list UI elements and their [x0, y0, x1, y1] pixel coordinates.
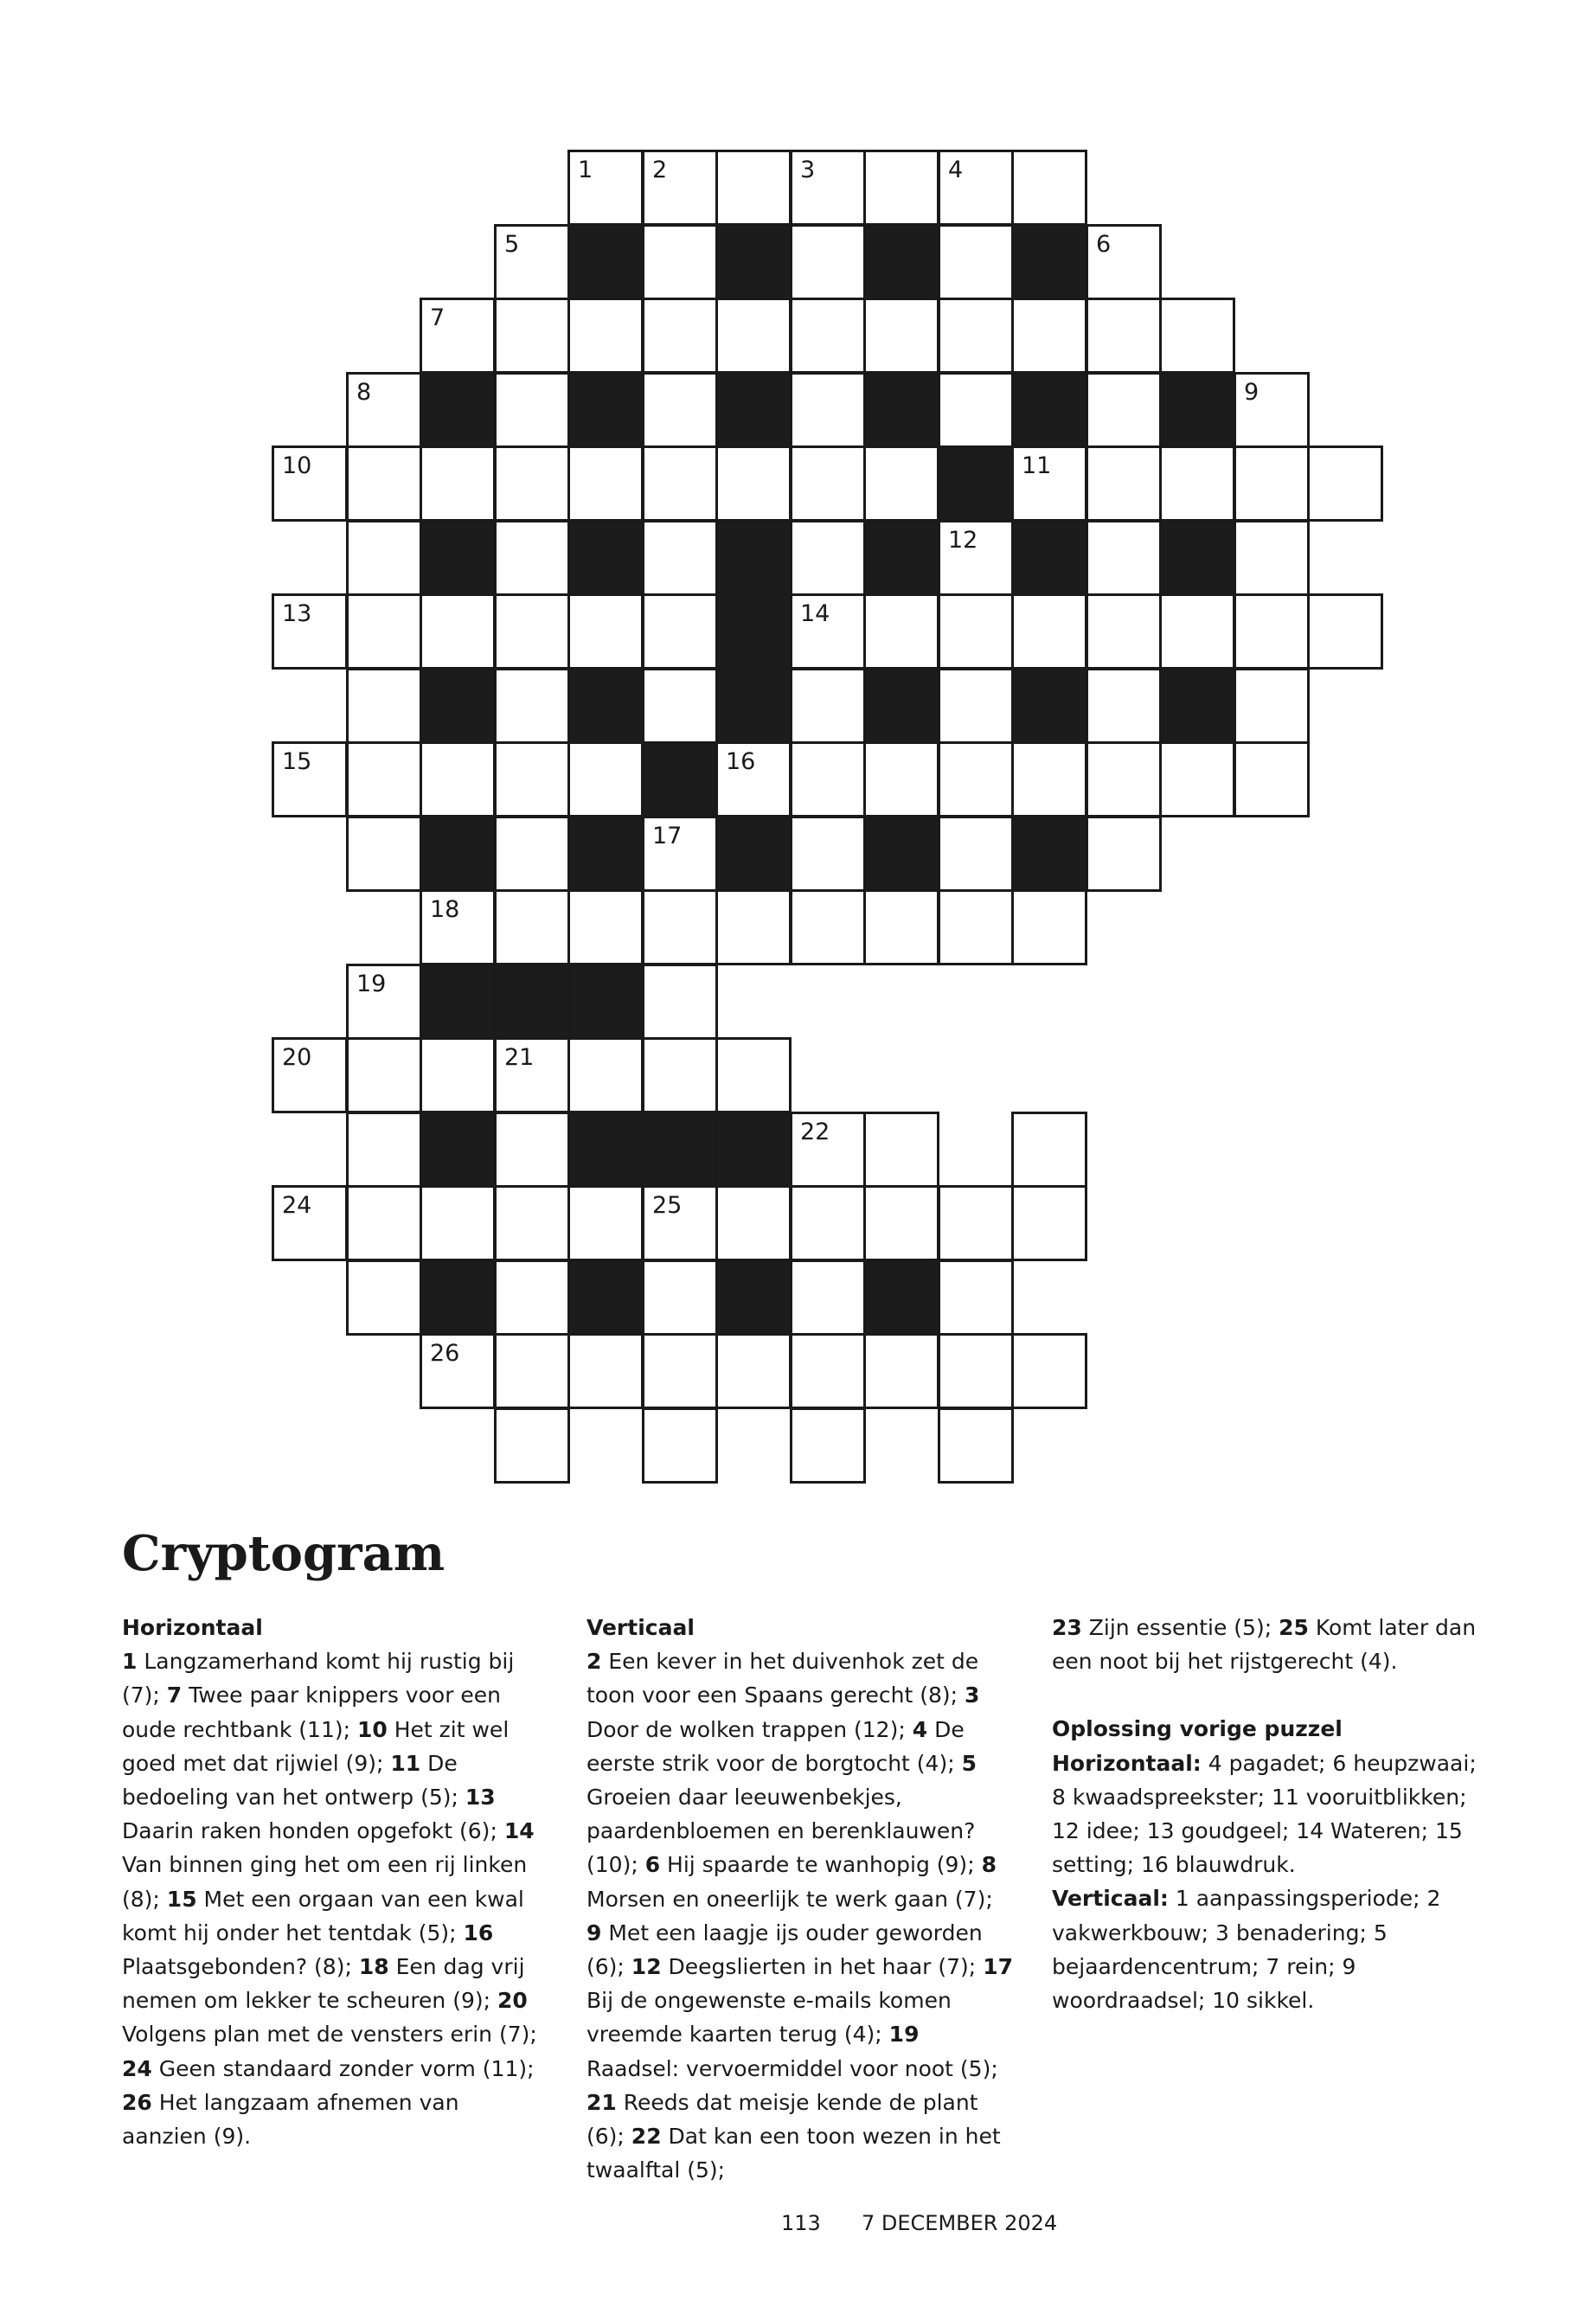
grid-cell[interactable] — [420, 593, 496, 670]
grid-cell[interactable] — [790, 520, 866, 596]
black-square — [863, 520, 939, 596]
grid-cell[interactable] — [494, 1259, 570, 1336]
grid-cell[interactable] — [715, 1185, 792, 1261]
clue-number: 13 — [282, 600, 312, 627]
clue-number: 22 — [631, 2124, 662, 2150]
spacer — [1052, 1678, 1480, 1712]
grid-cell[interactable] — [494, 1407, 570, 1484]
black-square — [715, 372, 792, 448]
solution-horizontaal-text: 4 pagadet; 6 heupzwaai; 8 kwaadspreekster; 11 vooruitblikken; 12 idee; 13 goudgeel; 14 Wateren; 15 setting; 16 blauwdruk. — [1052, 1750, 1477, 1878]
solution-verticaal-text: 1 aanpassingsperiode; 2 vakwerkbouw; 3 benadering; 5 bejaardencentrum; 7 rein; 9 woordraadsel; 10 sikkel. — [1052, 1886, 1441, 2014]
clue-number: 19 — [356, 971, 387, 997]
black-square — [715, 520, 792, 596]
grid-cell[interactable] — [715, 1333, 792, 1409]
clue-text: Met een laagje ijs ouder geworden (6); — [586, 1920, 983, 1980]
grid-cell[interactable] — [938, 668, 1014, 744]
grid-cell[interactable] — [790, 1333, 866, 1409]
solution-horizontaal — [1052, 1747, 1480, 1882]
verticaal-clues — [586, 1644, 1015, 2187]
grid-cell[interactable] — [642, 668, 718, 744]
clue-number: 24 — [122, 2055, 152, 2081]
clue-number: 5 — [504, 231, 520, 258]
clue-number: 15 — [282, 748, 312, 775]
clue-number: 26 — [430, 1340, 460, 1367]
clue-number: 6 — [1096, 231, 1112, 258]
clue-text: Van binnen ging het om een rij linken (8); — [122, 1852, 528, 1912]
grid-cell[interactable] — [642, 372, 718, 448]
grid-cell[interactable] — [790, 741, 866, 817]
black-square — [567, 816, 644, 892]
grid-cell[interactable] — [420, 1333, 496, 1409]
clue-number: 24 — [282, 1192, 312, 1219]
grid-cell[interactable] — [1011, 741, 1087, 817]
black-square — [567, 372, 644, 448]
clue-number: 6 — [644, 1852, 661, 1878]
black-square — [1159, 372, 1235, 448]
grid-cell[interactable] — [346, 1185, 422, 1261]
grid-cell[interactable] — [790, 1407, 866, 1484]
black-square — [567, 964, 644, 1040]
grid-cell[interactable] — [420, 741, 496, 817]
grid-cell[interactable] — [1234, 741, 1310, 817]
grid-cell[interactable] — [346, 1112, 422, 1188]
grid-cell[interactable] — [1011, 1333, 1087, 1409]
clue-number: 15 — [166, 1886, 197, 1912]
black-square — [420, 964, 496, 1040]
grid-cell[interactable] — [346, 372, 422, 448]
grid-cell[interactable] — [494, 816, 570, 892]
grid-cell[interactable] — [1234, 445, 1310, 522]
clue-number: 19 — [888, 2022, 920, 2048]
grid-cell[interactable] — [1307, 445, 1383, 522]
grid-cell[interactable] — [567, 445, 644, 522]
clue-number: 9 — [586, 1920, 602, 1945]
grid-cell[interactable] — [642, 298, 718, 374]
clue-number: 9 — [1244, 379, 1259, 406]
grid-cell[interactable] — [642, 150, 718, 226]
grid-cell[interactable] — [494, 593, 570, 670]
clue-number: 14 — [800, 600, 830, 627]
grid-cell[interactable] — [346, 520, 422, 596]
clue-number: 21 — [586, 2089, 617, 2115]
grid-cell[interactable] — [863, 593, 939, 670]
clue-text: Raadsel: vervoermiddel voor noot (5); — [586, 2055, 998, 2081]
grid-cell[interactable] — [494, 445, 570, 522]
clue-text: Daarin raken honden opgefokt (6); — [122, 1818, 504, 1844]
issue-date: 7 DECEMBER 2024 — [862, 2211, 1058, 2235]
grid-cell[interactable] — [346, 668, 422, 744]
horizontaal-heading: Horizontaal — [122, 1615, 263, 1640]
grid-cell[interactable] — [863, 1112, 939, 1188]
black-square — [420, 1259, 496, 1336]
clue-number: 18 — [430, 896, 460, 923]
black-square — [863, 668, 939, 744]
clue-number: 8 — [981, 1852, 997, 1878]
clue-number: 12 — [631, 1954, 662, 1980]
clues-column-1 — [122, 1611, 550, 2153]
clue-number: 17 — [983, 1954, 1013, 1980]
black-square — [420, 1112, 496, 1188]
grid-cell[interactable] — [938, 816, 1014, 892]
black-square — [494, 964, 570, 1040]
grid-cell[interactable] — [642, 1037, 718, 1113]
grid-cell[interactable] — [272, 1185, 348, 1261]
grid-cell[interactable] — [1086, 668, 1162, 744]
black-square — [863, 372, 939, 448]
grid-cell[interactable] — [1086, 520, 1162, 596]
black-square — [863, 1259, 939, 1336]
grid-cell[interactable] — [420, 298, 496, 374]
grid-cell[interactable] — [567, 593, 644, 670]
crossword-grid — [272, 150, 1385, 1486]
page-title: Cryptogram — [122, 1525, 445, 1582]
clue-text: Twee paar knippers voor een oude rechtbank (11); — [122, 1682, 502, 1742]
grid-cell[interactable] — [938, 1333, 1014, 1409]
grid-cell[interactable] — [715, 445, 792, 522]
grid-cell[interactable] — [1234, 372, 1310, 448]
grid-cell[interactable] — [1086, 816, 1162, 892]
clue-text: Komt later dan een noot bij het rijstgerecht (4). — [1052, 1615, 1477, 1675]
grid-cell[interactable] — [346, 593, 422, 670]
grid-cell[interactable] — [715, 1037, 792, 1113]
grid-cell[interactable] — [1086, 445, 1162, 522]
black-square — [1159, 668, 1235, 744]
clue-text: Groeien daar leeuwenbekjes, paardenbloemen en berenklauwen? (10); — [586, 1785, 976, 1878]
grid-cell[interactable] — [567, 1037, 644, 1113]
black-square — [420, 520, 496, 596]
clue-number: 13 — [465, 1785, 496, 1811]
grid-cell[interactable] — [863, 1185, 939, 1261]
clue-number: 16 — [726, 748, 756, 775]
clue-number: 1 — [122, 1649, 138, 1675]
clue-text: Een dag vrij nemen om lekker te scheuren (9); — [122, 1954, 525, 2014]
grid-cell[interactable] — [715, 298, 792, 374]
black-square — [1159, 520, 1235, 596]
clue-number: 4 — [948, 157, 964, 183]
black-square — [715, 816, 792, 892]
grid-cell[interactable] — [1011, 1185, 1087, 1261]
grid-cell[interactable] — [1086, 298, 1162, 374]
grid-cell[interactable] — [790, 816, 866, 892]
solution-verticaal — [1052, 1881, 1480, 2017]
grid-cell[interactable] — [420, 1185, 496, 1261]
clue-number: 18 — [358, 1954, 389, 1980]
black-square — [567, 520, 644, 596]
grid-cell[interactable] — [1234, 668, 1310, 744]
black-square — [420, 668, 496, 744]
black-square — [863, 816, 939, 892]
solution-verticaal-label: Verticaal: — [1052, 1886, 1169, 1912]
grid-cell[interactable] — [715, 889, 792, 965]
clue-text: Dat kan een toon wezen in het twaalftal (5); — [586, 2124, 1001, 2183]
grid-cell[interactable] — [642, 1185, 718, 1261]
grid-cell[interactable] — [642, 1407, 718, 1484]
clue-text: Bij de ongewenste e-mails komen vreemde kaarten terug (4); — [586, 1988, 952, 2048]
grid-cell[interactable] — [494, 1185, 570, 1261]
grid-cell[interactable] — [790, 445, 866, 522]
clue-number: 25 — [1279, 1615, 1309, 1640]
black-square — [715, 668, 792, 744]
grid-cell[interactable] — [346, 445, 422, 522]
clue-number: 10 — [282, 452, 312, 479]
grid-cell[interactable] — [863, 741, 939, 817]
black-square — [1011, 668, 1087, 744]
grid-cell[interactable] — [642, 593, 718, 670]
grid-cell[interactable] — [272, 445, 348, 522]
grid-cell[interactable] — [494, 1112, 570, 1188]
clue-number: 7 — [166, 1682, 183, 1708]
clue-text: Een kever in het duivenhok zet de toon voor een Spaans gerecht (8); — [586, 1649, 979, 1708]
grid-cell[interactable] — [494, 668, 570, 744]
grid-cell[interactable] — [494, 1037, 570, 1113]
grid-cell[interactable] — [938, 593, 1014, 670]
grid-cell[interactable] — [346, 741, 422, 817]
clue-text: Reeds dat meisje kende de plant (6); — [586, 2089, 978, 2150]
black-square — [1011, 224, 1087, 300]
clue-number: 12 — [948, 527, 978, 554]
solution-heading: Oplossing vorige puzzel — [1052, 1716, 1343, 1742]
clue-number: 25 — [652, 1192, 683, 1219]
clue-text: Morsen en oneerlijk te werk gaan (7); — [586, 1886, 993, 1912]
black-square — [715, 593, 792, 670]
clue-number: 1 — [578, 157, 593, 183]
solution-horizontaal-label: Horizontaal: — [1052, 1750, 1202, 1776]
clue-number: 10 — [357, 1716, 388, 1742]
grid-cell[interactable] — [790, 224, 866, 300]
clue-number: 8 — [356, 379, 372, 406]
clue-number: 2 — [652, 157, 668, 183]
grid-cell[interactable] — [494, 520, 570, 596]
grid-cell[interactable] — [938, 150, 1014, 226]
black-square — [1011, 816, 1087, 892]
grid-cell[interactable] — [715, 150, 792, 226]
clue-number: 20 — [282, 1044, 312, 1071]
grid-cell[interactable] — [642, 520, 718, 596]
grid-cell[interactable] — [938, 224, 1014, 300]
grid-cell[interactable] — [790, 1185, 866, 1261]
grid-cell[interactable] — [346, 1037, 422, 1113]
page-number: 113 — [781, 2211, 821, 2235]
clue-text: De eerste strik voor de borgtocht (4); — [586, 1716, 965, 1776]
grid-cell[interactable] — [346, 964, 422, 1040]
grid-cell[interactable] — [642, 889, 718, 965]
black-square — [642, 741, 718, 817]
grid-cell[interactable] — [1234, 520, 1310, 596]
black-square — [715, 1259, 792, 1336]
grid-cell[interactable] — [346, 816, 422, 892]
grid-cell[interactable] — [938, 372, 1014, 448]
grid-cell[interactable] — [494, 1333, 570, 1409]
grid-cell[interactable] — [1159, 593, 1235, 670]
clue-number: 7 — [430, 304, 445, 331]
grid-cell[interactable] — [494, 889, 570, 965]
grid-cell[interactable] — [1159, 298, 1235, 374]
grid-cell[interactable] — [790, 150, 866, 226]
grid-cell[interactable] — [863, 889, 939, 965]
grid-cell[interactable] — [1011, 889, 1087, 965]
grid-cell[interactable] — [272, 741, 348, 817]
grid-cell[interactable] — [567, 298, 644, 374]
black-square — [567, 668, 644, 744]
clue-number: 14 — [503, 1818, 535, 1844]
clue-text: Door de wolken trappen (12); — [586, 1716, 913, 1742]
grid-cell[interactable] — [642, 445, 718, 522]
grid-cell[interactable] — [790, 889, 866, 965]
black-square — [642, 1112, 718, 1188]
black-square — [567, 224, 644, 300]
grid-cell[interactable] — [938, 1185, 1014, 1261]
clue-text: Langzamerhand komt hij rustig bij (7); — [122, 1649, 515, 1708]
grid-cell[interactable] — [863, 445, 939, 522]
grid-cell[interactable] — [1086, 224, 1162, 300]
grid-cell[interactable] — [567, 1185, 644, 1261]
grid-cell[interactable] — [1234, 593, 1310, 670]
grid-cell[interactable] — [790, 1112, 866, 1188]
horizontaal-clues — [122, 1644, 550, 2153]
grid-cell[interactable] — [494, 298, 570, 374]
clue-text: Het langzaam afnemen van aanzien (9). — [122, 2089, 459, 2150]
grid-cell[interactable] — [1011, 298, 1087, 374]
grid-cell[interactable] — [642, 1259, 718, 1336]
grid-cell[interactable] — [420, 1037, 496, 1113]
grid-cell[interactable] — [567, 150, 644, 226]
clue-number: 26 — [122, 2089, 152, 2115]
clue-text: Geen standaard zonder vorm (11); — [151, 2055, 535, 2081]
clue-number: 20 — [497, 1988, 528, 2014]
clue-text: Het zit wel goed met dat rijwiel (9); — [122, 1716, 510, 1776]
clue-number: 22 — [800, 1118, 830, 1145]
grid-cell[interactable] — [1011, 150, 1087, 226]
grid-cell[interactable] — [790, 1259, 866, 1336]
grid-cell[interactable] — [863, 150, 939, 226]
grid-cell[interactable] — [1159, 445, 1235, 522]
black-square — [1011, 520, 1087, 596]
black-square — [420, 372, 496, 448]
grid-cell[interactable] — [567, 889, 644, 965]
grid-cell[interactable] — [1307, 593, 1383, 670]
clue-text: Deegslierten in het haar (7); — [661, 1954, 984, 1980]
black-square — [567, 1259, 644, 1336]
grid-cell[interactable] — [494, 741, 570, 817]
clue-text: Zijn essentie (5); — [1081, 1615, 1279, 1640]
grid-cell[interactable] — [494, 372, 570, 448]
grid-cell[interactable] — [642, 224, 718, 300]
clues-column-3 — [1052, 1611, 1480, 2017]
grid-cell[interactable] — [863, 1333, 939, 1409]
grid-cell[interactable] — [642, 964, 718, 1040]
grid-cell[interactable] — [272, 593, 348, 670]
clue-number: 16 — [463, 1920, 494, 1945]
grid-cell[interactable] — [567, 741, 644, 817]
grid-cell[interactable] — [715, 741, 792, 817]
clue-text: Plaatsgebonden? (8); — [122, 1954, 359, 1980]
grid-cell[interactable] — [1086, 372, 1162, 448]
grid-cell[interactable] — [790, 372, 866, 448]
grid-cell[interactable] — [642, 816, 718, 892]
black-square — [1011, 372, 1087, 448]
clue-number: 11 — [1022, 452, 1052, 479]
clue-text: Volgens plan met de vensters erin (7); — [122, 2022, 537, 2048]
grid-cell[interactable] — [1011, 1112, 1087, 1188]
verticaal-heading: Verticaal — [586, 1615, 695, 1640]
clue-text: Hij spaarde te wanhopig (9); — [660, 1852, 982, 1878]
grid-cell[interactable] — [420, 889, 496, 965]
clue-number: 11 — [390, 1750, 421, 1776]
grid-cell[interactable] — [1011, 593, 1087, 670]
black-square — [420, 816, 496, 892]
clues-column-2 — [586, 1611, 1015, 2187]
black-square — [863, 224, 939, 300]
clue-number: 2 — [586, 1649, 602, 1675]
grid-cell[interactable] — [1011, 445, 1087, 522]
grid-cell[interactable] — [346, 1259, 422, 1336]
verticaal-clues-continued — [1052, 1611, 1480, 1678]
grid-cell[interactable] — [938, 1407, 1014, 1484]
grid-cell[interactable] — [938, 298, 1014, 374]
grid-cell[interactable] — [642, 1333, 718, 1409]
grid-cell[interactable] — [1086, 741, 1162, 817]
clue-number: 5 — [961, 1750, 977, 1776]
grid-cell[interactable] — [938, 889, 1014, 965]
grid-cell[interactable] — [790, 593, 866, 670]
black-square — [715, 1112, 792, 1188]
grid-cell[interactable] — [272, 1037, 348, 1113]
grid-cell[interactable] — [567, 1333, 644, 1409]
clue-number: 3 — [965, 1682, 980, 1708]
grid-cell[interactable] — [863, 298, 939, 374]
grid-cell[interactable] — [938, 1259, 1014, 1336]
clue-number: 4 — [912, 1716, 928, 1742]
grid-cell[interactable] — [790, 668, 866, 744]
black-square — [938, 445, 1014, 522]
grid-cell[interactable] — [1159, 741, 1235, 817]
grid-cell[interactable] — [494, 224, 570, 300]
grid-cell[interactable] — [420, 445, 496, 522]
grid-cell[interactable] — [790, 298, 866, 374]
grid-cell[interactable] — [938, 520, 1014, 596]
clue-text: De bedoeling van het ontwerp (5); — [122, 1750, 465, 1811]
clue-text: Met een orgaan van een kwal komt hij onder het tentdak (5); — [122, 1886, 524, 1945]
grid-cell[interactable] — [938, 741, 1014, 817]
black-square — [715, 224, 792, 300]
clue-number: 23 — [1052, 1615, 1082, 1640]
black-square — [567, 1112, 644, 1188]
grid-cell[interactable] — [1086, 593, 1162, 670]
clue-number: 17 — [652, 823, 683, 849]
clue-number: 3 — [800, 157, 816, 183]
clue-number: 21 — [504, 1044, 535, 1071]
